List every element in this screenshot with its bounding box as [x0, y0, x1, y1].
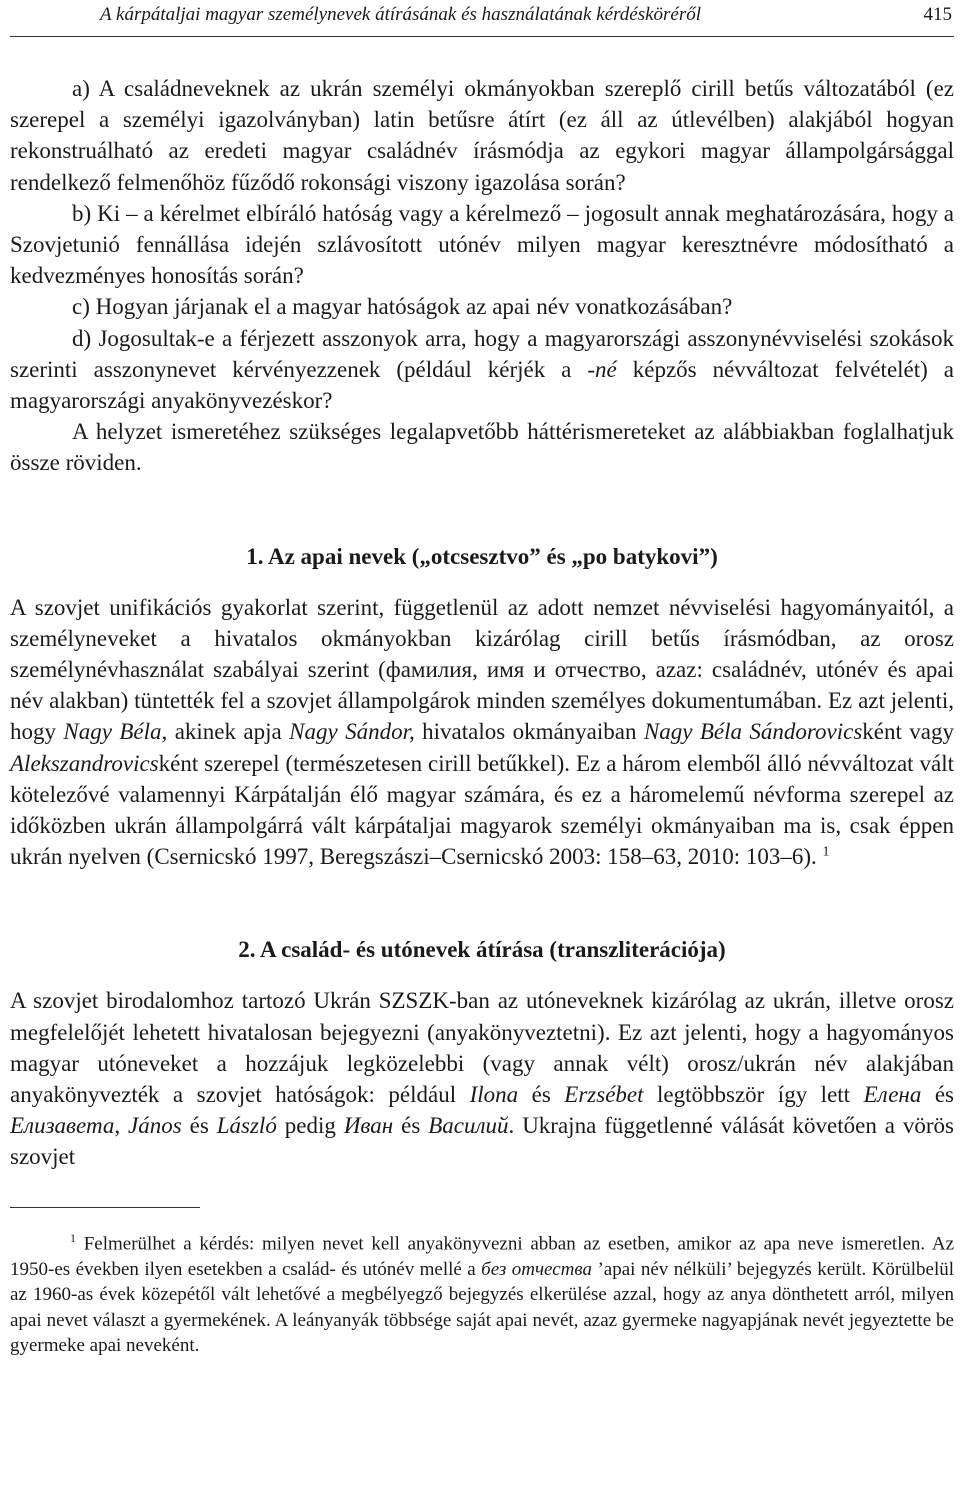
section-2-heading: 2. A család- és utónevek átírása (transzliterációja) [238, 937, 726, 963]
ne-suffix: -né [587, 356, 617, 382]
page-number: 415 [923, 4, 952, 25]
body-text [10, 73, 954, 1173]
running-header [10, 0, 954, 37]
section-1-paragraph: A szovjet unifikációs gyakorlat szerint, függetlenül az adott nemzet névviselési hagyományaitól, a személyneveket a hivatalos okmányokban kizárólag cirill betűs írásmódban, az orosz személynévhasználat szabályai szerint (фамилия, имя и отчество, azaz: családnév, utónév és apai név alakban) tüntették fel a szovjet állampolgárok minden személyes dokumentumában. Ez azt jelenti, hogy Nagy Béla, akinek apja Nagy Sándor, hivatalos okmányaiban Nagy Béla Sándorovicsként vagy Alekszandrovicsként szerepel (természetesen cirill betűkkel). Ez a három elemből álló névváltozat vált kötelezővé valamennyi Kárpátalján élő magyar számára, és ez a háromelemű névforma szerepel az időközben ukrán állampolgárrá vált kárpátaljai magyarok személyi okmányaiban ma is, csak éppen ukrán nyelven (Csernicskó 1997, Beregszászi–Csernicskó 2003: 158–63, 2010: 103–6). $^1$ [10, 594, 954, 870]
footnote-mark: 1 [70, 1230, 76, 1245]
footnote-reference[interactable]: 1 [822, 844, 830, 860]
intro-paragraph: A helyzet ismeretéhez szükséges legalapvetőbb háttérismereteket az alábbiakban foglalhatjuk össze röviden. [10, 419, 954, 476]
running-title: A kárpátaljai magyar személynevek átírásának és használatának kérdésköréről [100, 4, 702, 25]
question-b: b) Ki – a kérelmet elbíráló hatóság vagy a kérelmező – jogosult annak meghatározására, hogy a Szovjetunió fennállása idején szlávosított utónév milyen magyar keresztnévre módosítható a kedvezményes honosítás során? [10, 200, 954, 289]
section-1-heading: 1. Az apai nevek („otcsesztvo” és „po batykovi”) [246, 543, 718, 569]
document-page [10, 0, 954, 1378]
footnote-separator [10, 1207, 200, 1208]
question-a: a) A családneveknek az ukrán személyi okmányokban szereplő cirill betűs változatából (ez szerepel a személyi igazolványban) latin betűsre átírt (ez áll az útlevélben) alakjából hogyan rekonstruálható az eredeti magyar családnév írásmódja az egykori magyar állampolgársággal rendelkező felmenőhöz fűződő rokonsági viszony igazolása során? [10, 76, 954, 195]
section-2-paragraph: A szovjet birodalomhoz tartozó Ukrán SZSZK-ban az utóneveknek kizárólag az ukrán, illetve orosz megfelelőjét lehetett hivatalosan bejegyezni (anyakönyveztetni). Ez azt jelenti, hogy a hagyományos magyar utóneveket a hozzájuk legközelebbi (vagy annak vélt) orosz/ukrán név alakjában anyakönyvezték a szovjet hatóságok: például Ilona és Erzsébet legtöbbször így lett Елена és Елизавета, János és László pedig Иван és Василий. Ukrajna függetlenné válását követően a vörös szovjet [10, 988, 955, 1170]
question-c: c) Hogyan járjanak el a magyar hatóságok az apai név vonatkozásában? [72, 294, 733, 320]
footnote-1: $^1$ Felmerülhet a kérdés: milyen nevet kell anyakönyvezni abban az esetben, amikor az apa neve ismeretlen. Az 1950-es években ilyen esetekben a család- és utónév mellé a без отчества ’apai név nélküli’ bejegyzés került. Körülbelül az 1960-as évek közepétől vált lehetővé a megbélyegző bejegyzés elkerülése azzal, hogy az anya dönthetett arról, milyen apai nevet választ a gyermekének. A leányanyák többsége saját apai nevét, azaz gyermeke nagyapjának nevét jegyeztette be gyermeke apai neveként. [10, 1230, 955, 1357]
question-d: d) Jogosultak-e a férjezett asszonyok arra, hogy a magyarországi asszonynévviselési szokások szerinti asszonynevet kérvényezzenek (például kérjék a -né képzős névváltozat felvételét) a magyarországi anyakönyvezéskor? [10, 325, 954, 414]
